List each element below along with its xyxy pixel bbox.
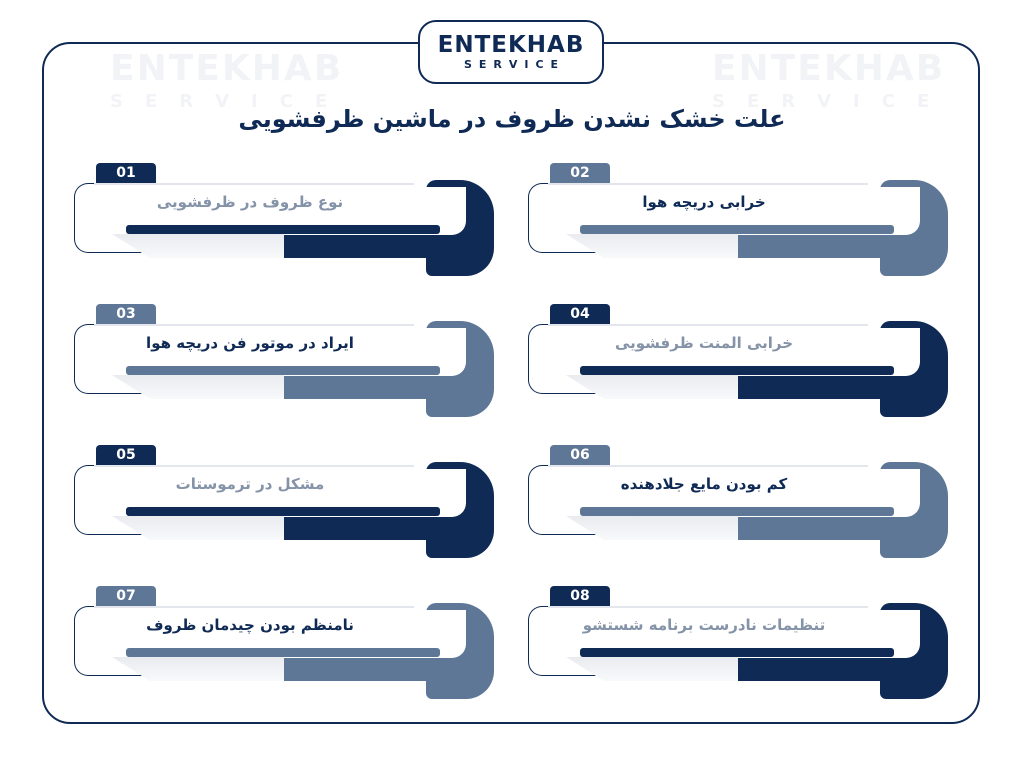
cause-card-02 — [528, 163, 948, 275]
cause-label: نوع ظروف در ظرفشویی — [156, 193, 344, 211]
cause-number: 03 — [96, 304, 156, 324]
cause-number: 01 — [96, 163, 156, 183]
cause-card-04 — [528, 304, 948, 416]
brand-sub: SERVICE — [463, 58, 566, 71]
cause-number: 05 — [96, 445, 156, 465]
cause-number: 08 — [550, 586, 610, 606]
cause-number: 02 — [550, 163, 610, 183]
watermark-logo: ENTEKHAB SERVICE — [712, 48, 952, 112]
cause-label: نامنظم بودن چیدمان ظروف — [146, 616, 354, 634]
brand-name: ENTEKHAB — [437, 32, 585, 58]
brand-logo — [418, 20, 604, 84]
cause-number: 07 — [96, 586, 156, 606]
cause-card-05 — [74, 445, 494, 557]
cause-label: کم بودن مایع جلادهنده — [620, 475, 788, 493]
cause-label: مشکل در ترموستات — [175, 475, 325, 493]
cause-label: خرابی دریچه هوا — [642, 193, 766, 211]
cause-number: 06 — [550, 445, 610, 465]
cause-card-01 — [74, 163, 494, 275]
watermark-logo: ENTEKHAB SERVICE — [110, 48, 350, 112]
page-title: علت خشک نشدن ظروف در ماشین ظرفشویی — [238, 105, 786, 133]
cause-card-08 — [528, 586, 948, 698]
cause-number: 04 — [550, 304, 610, 324]
cause-card-06 — [528, 445, 948, 557]
cause-label: تنظیمات نادرست برنامه شستشو — [582, 616, 826, 634]
cause-label: ایراد در موتور فن دریچه هوا — [146, 334, 354, 352]
cause-label: خرابی المنت ظرفشویی — [614, 334, 794, 352]
cause-card-03 — [74, 304, 494, 416]
cause-card-07 — [74, 586, 494, 698]
